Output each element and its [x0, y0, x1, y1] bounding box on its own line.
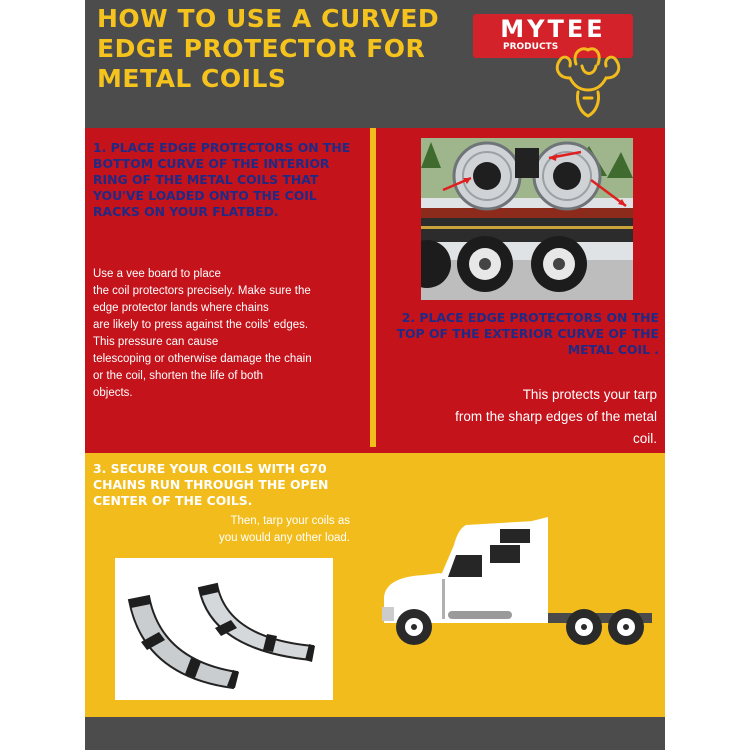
horizontal-divider: [85, 447, 665, 453]
flexing-strongman-icon: [548, 42, 628, 120]
step2-line: from the sharp edges of the metal: [455, 409, 657, 424]
step3-panel: [85, 453, 370, 717]
step1-line: telescoping or otherwise damage the chain: [93, 353, 312, 365]
flatbed-coil-truck-photo: [421, 138, 633, 300]
step3-line: you would any other load.: [218, 532, 350, 544]
step1-line: are likely to press against the coils' edges.: [93, 319, 309, 331]
step1-line: the coil protectors precisely. Make sure the: [93, 285, 311, 297]
step2-heading: 2. PLACE EDGE PROTECTORS ON THE TOP OF THE EXTERIOR CURVE OF THE METAL COIL .: [396, 310, 659, 357]
vertical-divider: [370, 128, 376, 718]
step1-line: edge protector lands where chains: [93, 302, 269, 314]
step1-line: objects.: [93, 387, 133, 399]
infographic-poster: [85, 0, 665, 750]
step2-line: This protects your tarp: [522, 387, 657, 402]
step3-line: Then, tarp your coils as: [230, 515, 350, 527]
semi-truck-icon: [382, 515, 658, 655]
step2-line: coil.: [632, 431, 657, 446]
step1-heading: 1. PLACE EDGE PROTECTORS ON THE BOTTOM CURVE OF THE INTERIOR RING OF THE METAL COILS THAT YOU'VE LOADED ONTO THE COIL RACKS ON YOUR FLATBED.: [93, 140, 351, 219]
step1-panel: [85, 128, 370, 447]
brand-name: MYTEE: [500, 15, 606, 43]
truck-panel: [376, 453, 665, 717]
step2-panel: [376, 128, 665, 447]
page-title: HOW TO USE A CURVED EDGE PROTECTOR FOR METAL COILS: [97, 4, 440, 93]
curved-edge-protector-image: [115, 558, 333, 700]
bottom-strip: [85, 717, 665, 750]
step1-line: This pressure can cause: [93, 336, 219, 348]
step1-line: Use a vee board to place: [93, 268, 221, 280]
step3-heading: 3. SECURE YOUR COILS WITH G70 CHAINS RUN THROUGH THE OPEN CENTER OF THE COILS.: [93, 461, 329, 508]
brand-logo: [473, 12, 633, 120]
brand-subtitle: PRODUCTS: [503, 42, 559, 52]
step1-line: or the coil, shorten the life of both: [93, 370, 264, 382]
